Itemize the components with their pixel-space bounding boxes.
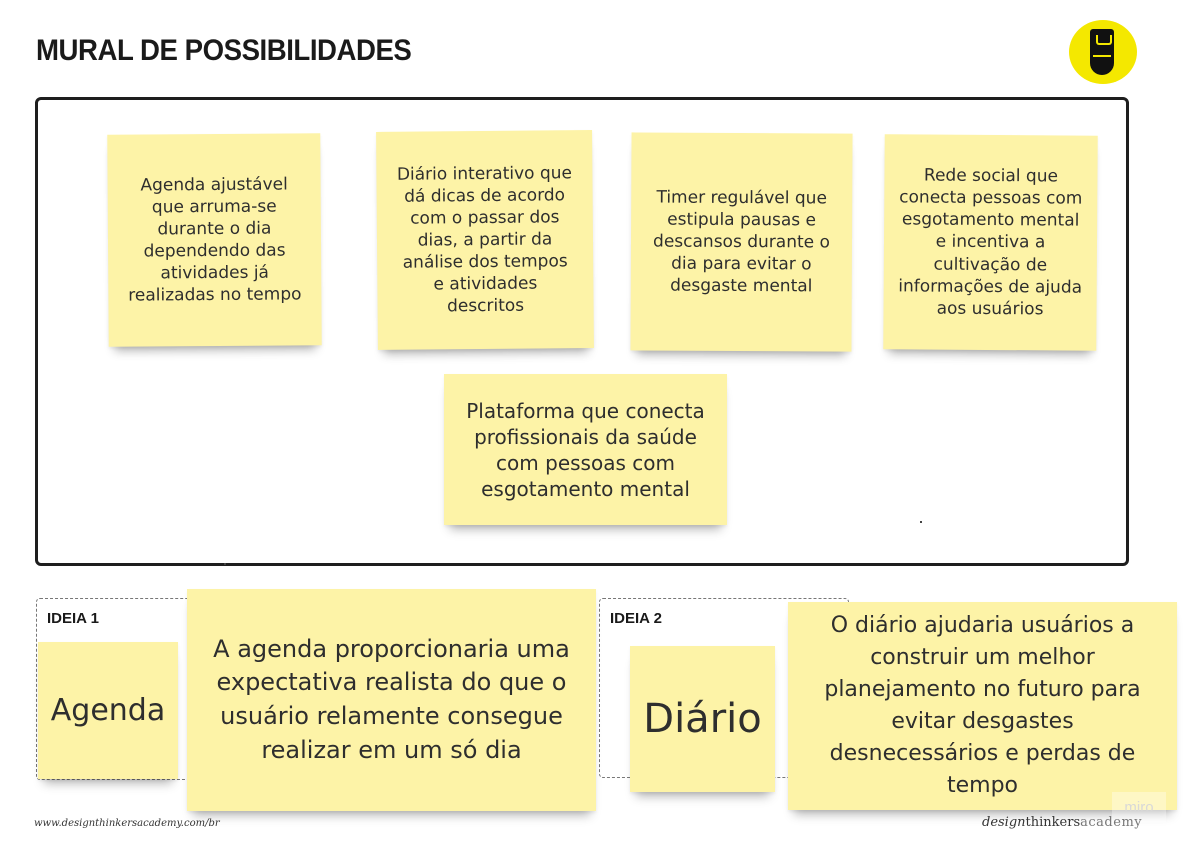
sticky-note-text: Rede social que conecta pessoas com esgotamento mental e incentiva a cultivação de informações de ajuda aos usuários (898, 165, 1083, 320)
idea-2-name: Diário (643, 696, 762, 742)
idea-1-description: A agenda proporcionaria uma expectativa realista do que o usuário relamente consegue realizar em um só dia (213, 634, 570, 764)
idea-2-label: IDEIA 2 (610, 610, 662, 627)
sticky-note-text: Timer regulável que estipula pausas e descansos durante o dia para evitar o desgaste mental (653, 187, 830, 297)
footer-brand (982, 815, 1142, 830)
sticky-note-diario[interactable] (376, 130, 594, 350)
stray-dot (224, 563, 226, 565)
sticky-note-rede-social[interactable] (883, 134, 1097, 350)
miro-watermark: miro (1112, 792, 1166, 822)
sticky-note-agenda[interactable] (107, 133, 321, 346)
sticky-note-text: Plataforma que conecta profissionais da saúde com pessoas com esgotamento mental (466, 398, 705, 501)
idea-1-name: Agenda (50, 693, 166, 728)
idea-2-description: O diário ajudaria usuários a construir um melhor planejamento no futuro para evitar desgastes desnecessários e perdas de tempo (824, 613, 1141, 798)
sticky-note-timer[interactable] (630, 132, 852, 351)
sticky-note-plataforma[interactable] (444, 374, 727, 525)
footer-brand-part: academy (1080, 815, 1143, 830)
idea-2-description-note[interactable] (788, 602, 1177, 810)
footer-brand-part: design (982, 815, 1026, 830)
page-title: MURAL DE POSSIBILIDADES (36, 34, 412, 67)
idea-2-name-note[interactable] (630, 646, 775, 792)
sticky-note-text: Agenda ajustável que arruma-se durante o dia dependendo das atividades já realizadas no tempo (128, 174, 302, 306)
footer-url: www.designthinkersacademy.com/br (34, 818, 220, 829)
idea-1-description-note[interactable] (187, 589, 596, 811)
idea-1-label: IDEIA 1 (47, 610, 99, 627)
idea-1-name-note[interactable] (38, 642, 178, 779)
stray-dot (920, 521, 922, 523)
sticky-note-text: Diário interativo que dá dicas de acordo com o passar dos dias, a partir da análise dos tempos e atividades descritos (396, 162, 573, 317)
academy-logo-icon (1069, 20, 1137, 84)
footer-brand-part: thinkers (1025, 815, 1081, 830)
